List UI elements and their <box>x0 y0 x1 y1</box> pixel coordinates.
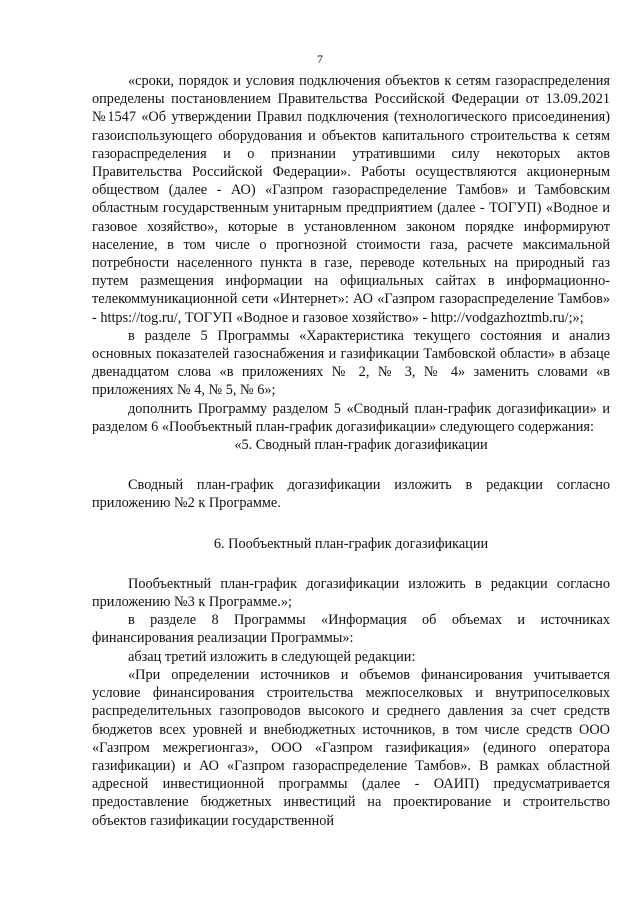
paragraph-financing-sources: «При определении источников и объемов финансирования учитывается условие финансирования строительства межпоселковых и внутрипоселковых распределительных газопроводов высокого и среднего давления за счет средств бюджетов всех уровней и внебюджетных источников, в том числе средств ООО «Газпром межрегионгаз», ООО «Газпром газификация» (единого оператора газификации) и АО «Газпром газораспределение Тамбов». В рамках областной адресной инвестиционной программы (далее - ОАИП) предусматривается предоставление бюджетных инвестиций на проектирование и строительство объектов газификации государственной <box>92 666 610 829</box>
paragraph-section-5-amendment: в разделе 5 Программы «Характеристика текущего состояния и анализ основных показателей газоснабжения и газификации Тамбовской области» в абзаце двенадцатом слова «в приложениях № 2, № 3, № 4» заменить словами «в приложениях № 4, № 5, № 6»; <box>92 327 610 399</box>
paragraph-summary-schedule: Сводный план-график догазификации изложить в редакции согласно приложению №2 к Программе. <box>92 477 610 512</box>
document-body <box>92 72 610 830</box>
paragraph-third-abstract: абзац третий изложить в следующей редакции: <box>128 648 416 665</box>
paragraph-add-sections: дополнить Программу разделом 5 «Сводный план-график догазификации» и разделом 6 «Пообъектный план-график догазификации» следующего содержания: <box>92 400 610 435</box>
page-number: 7 <box>317 52 323 66</box>
paragraph-connection-terms: «сроки, порядок и условия подключения объектов к сетям газораспределения определены постановлением Правительства Российской Федерации от 13.09.2021 №1547 «Об утверждении Правил подключения (технологического присоединения) газоиспользующего оборудования и объектов капитального строительства к сетям газораспределения и о признании утратившими силу некоторых актов Правительства Российской Федерации». Работы осуществляются акционерным обществом (далее - АО) «Газпром газораспределение Тамбов» и Тамбовским областным государственным унитарным предприятием (далее - ТОГУП) «Водное и газовое хозяйство», которые в установленном законом порядке информируют население, в том числе о прогнозной стоимости газа, расчете максимальной потребности населенного пункта в газе, переводе котельных на природный газ путем размещения информации на официальных сайтах в информационно-телекоммуникационной сети «Интернет»: АО «Газпром газораспределение Тамбов» - https://tog.ru/, ТОГУП «Водное и газовое хозяйство» - http://vodgazhoztmb.ru/;»; <box>92 73 610 326</box>
paragraph-object-schedule: Пообъектный план-график догазификации изложить в редакции согласно приложению №3 к Программе.»; <box>92 575 610 611</box>
heading-section-5: «5. Сводный план-график догазификации <box>234 437 488 454</box>
heading-section-6: 6. Пообъектный план-график догазификации <box>213 535 489 552</box>
paragraph-section-8-amendment: в разделе 8 Программы «Информация об объемах и источниках финансирования реализации Программы»: <box>92 612 610 647</box>
